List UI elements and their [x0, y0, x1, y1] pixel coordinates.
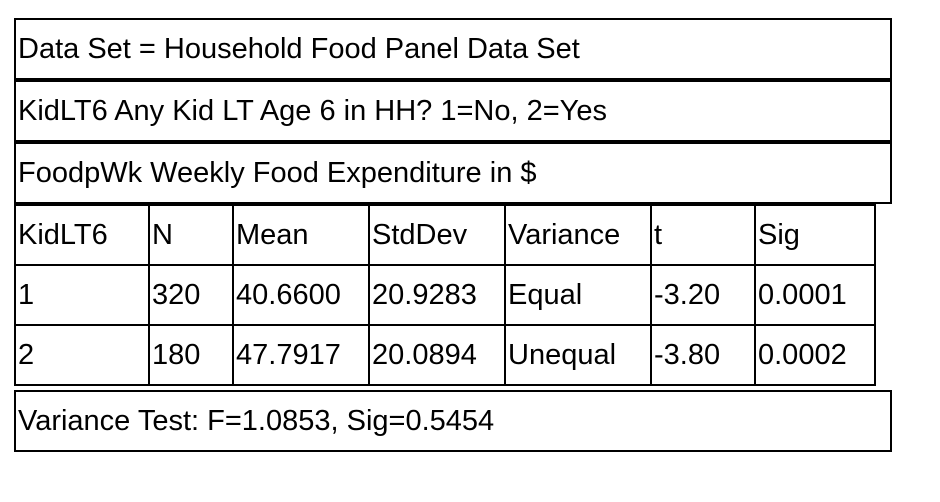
column-header-n: N: [149, 205, 233, 265]
dataset-title-text: Data Set = Household Food Panel Data Set: [18, 32, 580, 65]
ttest-results-table: [14, 204, 876, 386]
cell-n: 320: [149, 265, 233, 325]
group-variable-text: KidLT6 Any Kid LT Age 6 in HH? 1=No, 2=Yes: [18, 94, 607, 127]
analysis-variable-label: [14, 142, 892, 204]
cell-sig: 0.0001: [755, 265, 875, 325]
column-header-mean: Mean: [233, 205, 369, 265]
cell-stddev: 20.0894: [369, 325, 505, 385]
column-header-t: t: [651, 205, 755, 265]
cell-variance: Equal: [505, 265, 651, 325]
cell-t: -3.80: [651, 325, 755, 385]
dataset-title: [14, 18, 892, 80]
cell-kidlt6: 2: [15, 325, 149, 385]
cell-n: 180: [149, 325, 233, 385]
table-header-row: [15, 205, 875, 265]
cell-t: -3.20: [651, 265, 755, 325]
cell-variance: Unequal: [505, 325, 651, 385]
cell-sig: 0.0002: [755, 325, 875, 385]
table-row: [15, 265, 875, 325]
analysis-variable-text: FoodpWk Weekly Food Expenditure in $: [18, 156, 537, 189]
cell-mean: 40.6600: [233, 265, 369, 325]
group-variable-label: [14, 80, 892, 142]
variance-test-footer: [14, 390, 892, 452]
column-header-variance: Variance: [505, 205, 651, 265]
variance-test-text: Variance Test: F=1.0853, Sig=0.5454: [18, 404, 495, 437]
table-row: [15, 325, 875, 385]
column-header-kidlt6: KidLT6: [15, 205, 149, 265]
column-header-stddev: StdDev: [369, 205, 505, 265]
cell-kidlt6: 1: [15, 265, 149, 325]
cell-mean: 47.7917: [233, 325, 369, 385]
column-header-sig: Sig: [755, 205, 875, 265]
cell-stddev: 20.9283: [369, 265, 505, 325]
